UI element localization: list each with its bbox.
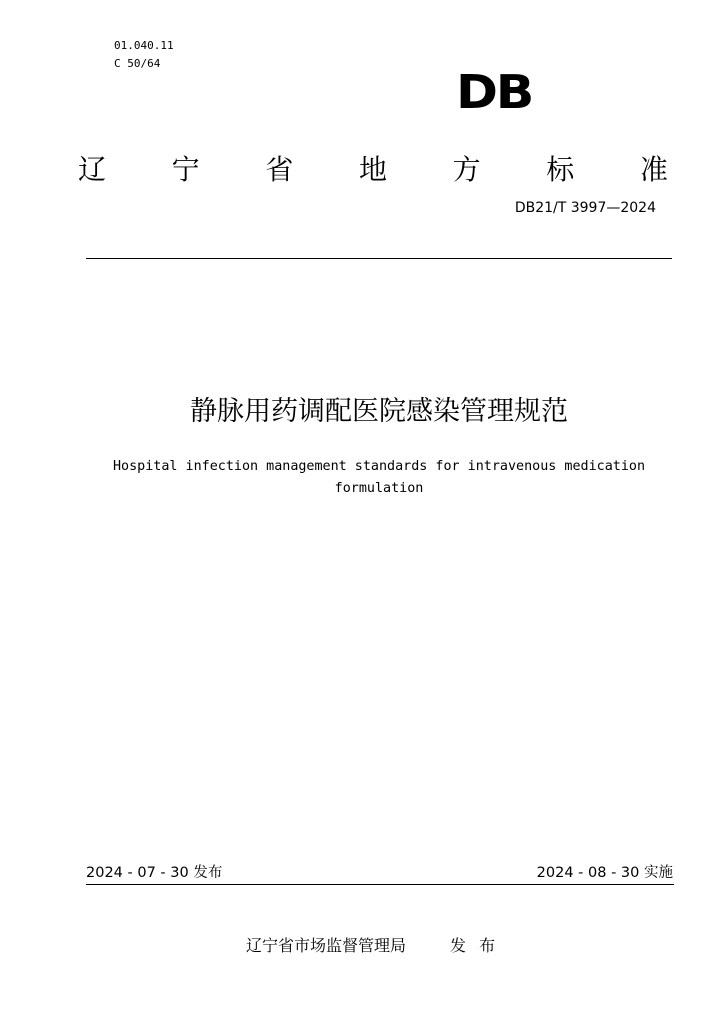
document-category <box>78 150 668 190</box>
issue-date: 2024 - 07 - 30 发布 <box>86 865 223 881</box>
document-title-en: Hospital infection management standards for intravenous medication formulation <box>112 459 646 496</box>
db-logo: DB <box>456 65 533 119</box>
implementation-date: 2024 - 08 - 30 实施 <box>536 865 673 881</box>
issuing-authority: 辽宁省市场监督管理局 <box>246 936 407 955</box>
top-divider <box>86 258 672 259</box>
category-char: 方 <box>452 153 481 186</box>
ccs-code: C 50/64 <box>114 57 161 70</box>
category-char: 省 <box>265 153 294 186</box>
publish-label: 发 布 <box>450 936 500 955</box>
category-char: 宁 <box>171 153 200 186</box>
category-char: 准 <box>639 153 668 186</box>
category-char: 标 <box>546 153 575 186</box>
bottom-divider <box>86 884 674 885</box>
document-number: DB21/T 3997—2024 <box>514 200 656 216</box>
category-char: 辽 <box>78 153 107 186</box>
ics-code: 01.040.11 <box>114 39 174 52</box>
category-char: 地 <box>358 153 387 186</box>
document-title-cn: 静脉用药调配医院感染管理规范 <box>190 396 568 427</box>
